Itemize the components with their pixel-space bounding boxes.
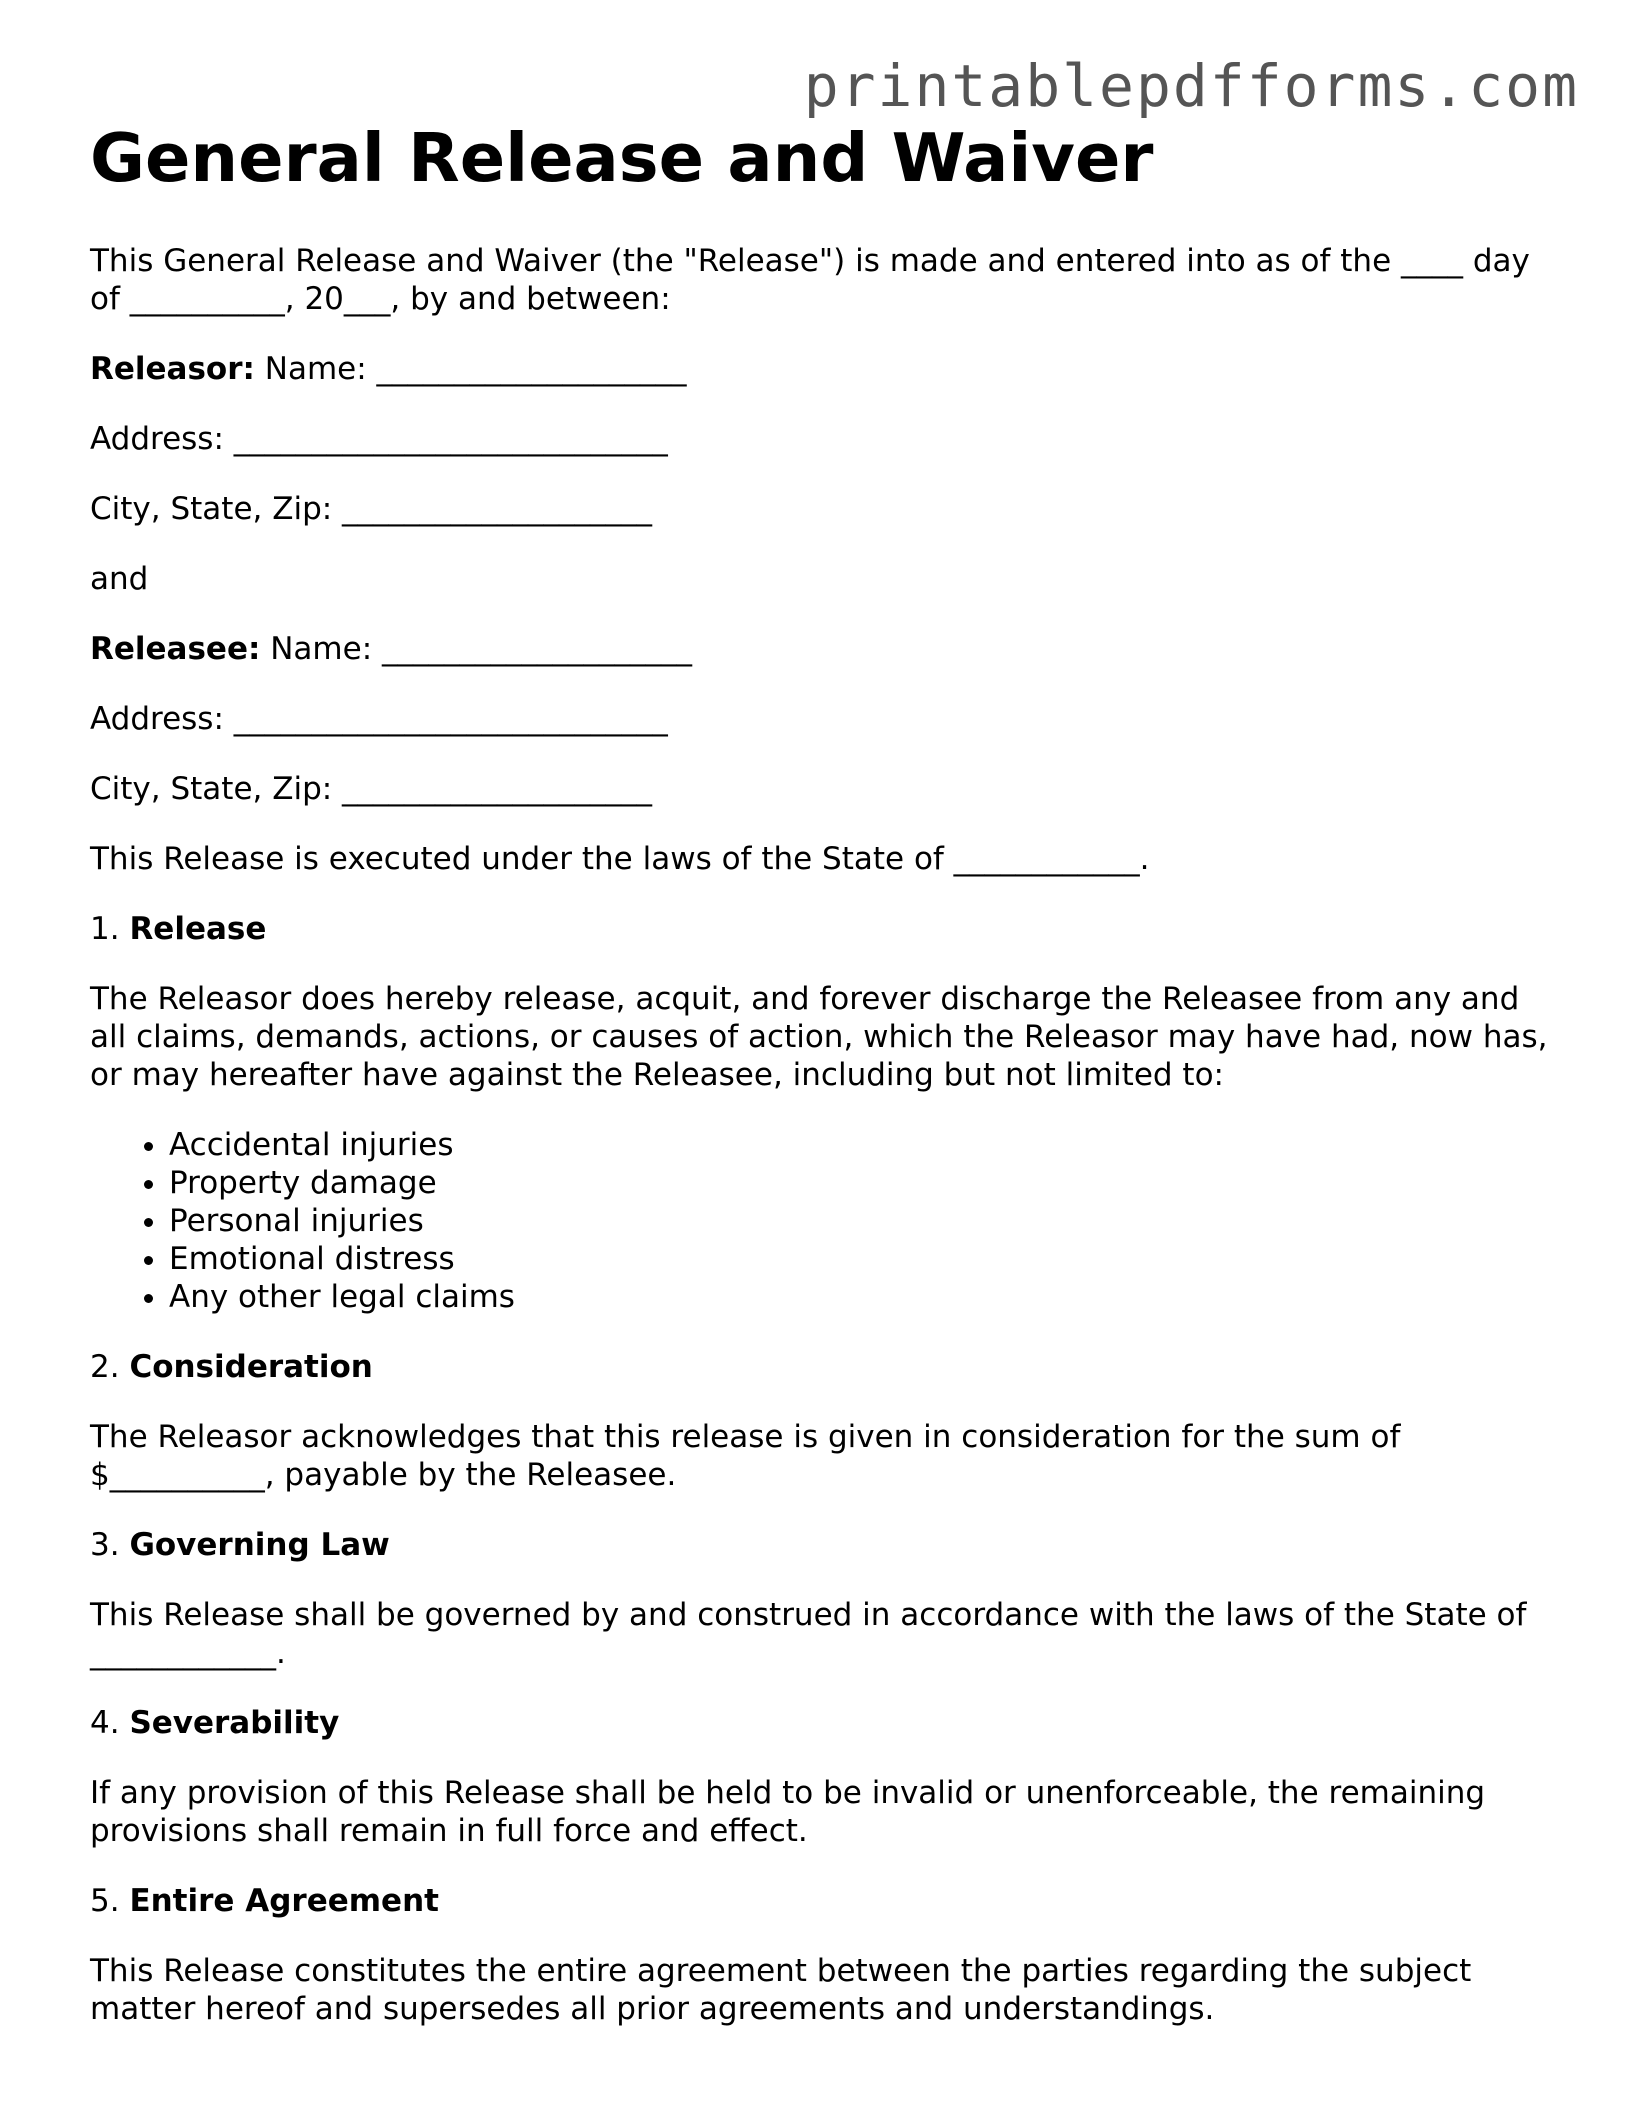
section-heading-consideration [90, 1348, 1550, 1386]
section-heading-entire-agreement [90, 1882, 1550, 1920]
executed-under-line: This Release is executed under the laws of the State of ____________. [90, 841, 1150, 877]
section-title: Consideration [129, 1349, 373, 1385]
intro-paragraph: This General Release and Waiver (the "Release") is made and entered into as of the ____ day of __________, 20___, by and between: [90, 243, 1530, 317]
releasee-label: Releasee: [90, 631, 261, 667]
releasor-label: Releasor: [90, 351, 255, 387]
releasee-name-line [90, 630, 1550, 668]
document-title: General Release and Waiver [90, 119, 1154, 197]
list-item: • Any other legal claims [169, 1278, 1550, 1316]
releasor-address-line: Address: ____________________________ [90, 421, 668, 457]
section-body-severability: If any provision of this Release shall be held to be invalid or unenforceable, the remaining provisions shall remain in full force and effect. [90, 1775, 1486, 1849]
section-number: 3. [90, 1527, 120, 1563]
section-number: 1. [90, 911, 120, 947]
connector-and: and [90, 561, 149, 597]
releasor-name-line [90, 350, 1550, 388]
claims-list [90, 1126, 1550, 1316]
section-number: 5. [90, 1883, 120, 1919]
document-page [90, 118, 1550, 2060]
section-title: Severability [129, 1705, 340, 1741]
section-title: Governing Law [129, 1527, 390, 1563]
section-heading-release [90, 910, 1550, 948]
list-item: • Personal injuries [169, 1202, 1550, 1240]
releasee-city-line: City, State, Zip: ____________________ [90, 771, 653, 807]
releasee-name-field: Name: ____________________ [270, 631, 692, 667]
list-item: • Property damage [169, 1164, 1550, 1202]
releasor-name-field: Name: ____________________ [264, 351, 687, 387]
list-item: • Accidental injuries [169, 1126, 1550, 1164]
section-heading-governing-law [90, 1526, 1550, 1564]
section-body-entire-agreement: This Release constitutes the entire agreement between the parties regarding the subject matter hereof and supersedes all prior agreements and understandings. [90, 1953, 1472, 2027]
watermark: printablepdfforms.com [803, 52, 1579, 120]
section-number: 2. [90, 1349, 120, 1385]
section-number: 4. [90, 1705, 120, 1741]
section-title: Release [129, 911, 267, 947]
list-item: • Emotional distress [169, 1240, 1550, 1278]
section-body-release: The Releasor does hereby release, acquit, and forever discharge the Releasee from any and all claims, demands, actions, or causes of action, which the Releasor may have had, now has, or may hereafter have against the Releasee, including but not limited to: [90, 981, 1548, 1093]
releasee-address-line: Address: ____________________________ [90, 701, 668, 737]
releasor-city-line: City, State, Zip: ____________________ [90, 491, 653, 527]
section-body-governing-law: This Release shall be governed by and construed in accordance with the laws of the State of ____________. [90, 1597, 1527, 1671]
section-title: Entire Agreement [129, 1883, 439, 1919]
section-heading-severability [90, 1704, 1550, 1742]
section-body-consideration: The Releasor acknowledges that this release is given in consideration for the sum of $__________, payable by the Releasee. [90, 1419, 1401, 1493]
